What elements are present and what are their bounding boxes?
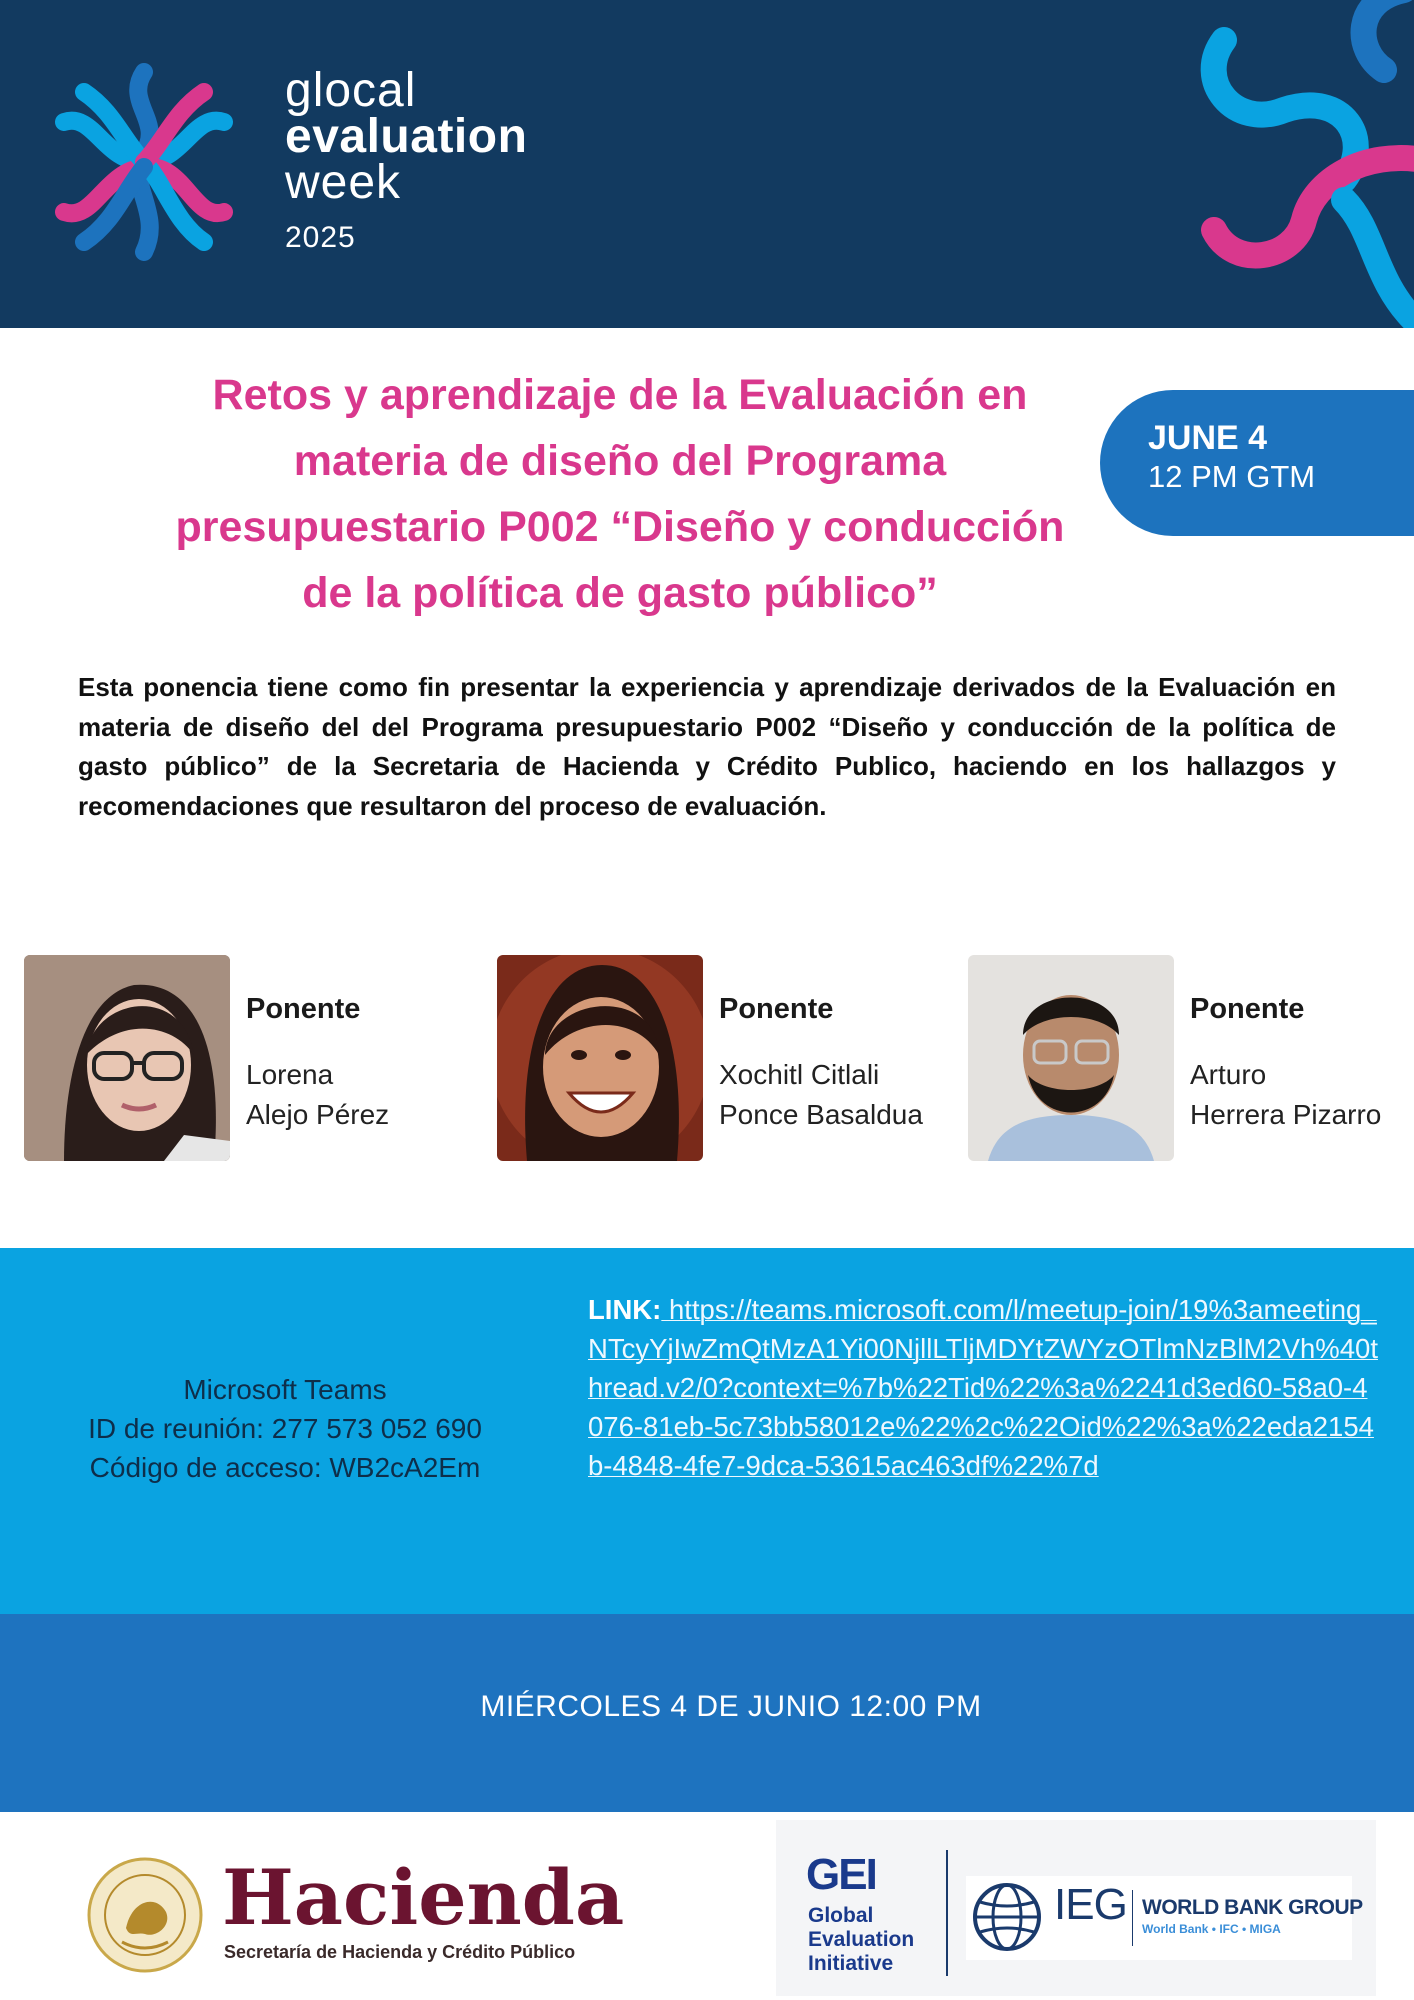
footer-logos	[0, 1812, 1414, 2000]
date-pill-date: JUNE 4	[1148, 419, 1268, 457]
speaker-first-name: Arturo	[1190, 1059, 1267, 1090]
decorative-swirl-icon	[1174, 0, 1414, 328]
speaker-name	[1190, 1055, 1381, 1135]
header-banner	[0, 0, 1414, 328]
speaker-first-name: Lorena	[246, 1059, 334, 1090]
speaker-name	[246, 1055, 389, 1135]
speaker-photo-icon	[968, 955, 1174, 1161]
brand-line-week: week	[285, 156, 402, 209]
date-pill-time: 12 PM GTM	[1148, 459, 1316, 494]
speaker-name	[719, 1055, 923, 1135]
meeting-info-band	[0, 1248, 1414, 1614]
meeting-passcode: Código de acceso: WB2cA2Em	[89, 1452, 481, 1483]
speaker-role: Ponente	[719, 993, 834, 1025]
speaker-role: Ponente	[246, 993, 361, 1025]
meeting-link[interactable]: https://teams.microsoft.com/l/meetup-join/19%3ameeting_NTcyYjIwZmQtMzA1Yi00NjllLTljMDYtZWYzOTlmNzBlM2Vh%40thread.v2/0?context=%7b%22Tid%22%3a%2241d3ed60-58a0-4076-81eb-5c73bb58012e%22%2c%22Oid%22%3a%22eda2154b-4848-4fe7-9dca-53615ac463df%22%7d	[588, 1294, 1378, 1481]
title-line: presupuestario P002 “Diseño y conducción	[175, 503, 1065, 551]
title-line: materia de diseño del Programa	[293, 437, 947, 485]
brand-line-glocal: glocal	[285, 64, 417, 117]
speaker-photo-icon	[24, 955, 230, 1161]
partner-logos	[776, 1820, 1376, 1996]
date-pill	[1100, 390, 1414, 536]
title-line: Retos y aprendizaje de la Evaluación en	[212, 371, 1028, 419]
gei-line: Evaluation	[808, 1928, 915, 1951]
meeting-platform: Microsoft Teams	[183, 1374, 387, 1405]
brand-line-evaluation: evaluation	[285, 110, 528, 163]
gei-name	[808, 1904, 914, 1976]
world-bank-group-name: WORLD BANK GROUP	[1142, 1896, 1363, 1919]
meeting-link-block	[588, 1290, 1378, 1485]
talk-title	[60, 362, 1180, 626]
speaker-last-name: Herrera Pizarro	[1190, 1099, 1382, 1130]
date-band	[0, 1614, 1414, 1812]
speaker-role: Ponente	[1190, 993, 1305, 1025]
meeting-id: ID de reunión: 277 573 052 690	[88, 1413, 482, 1444]
partner-divider	[946, 1850, 948, 1976]
meeting-details	[50, 1370, 520, 1487]
glocal-logo-icon	[44, 52, 244, 274]
event-datetime: MIÉRCOLES 4 DE JUNIO 12:00 PM	[480, 1690, 982, 1723]
speaker-last-name: Alejo Pérez	[246, 1099, 390, 1130]
speaker-last-name: Ponce Basaldua	[719, 1099, 923, 1130]
wbg-divider	[1132, 1890, 1133, 1946]
hacienda-logo: Hacienda	[222, 1853, 625, 1942]
title-line: de la política de gasto público”	[302, 569, 938, 617]
speaker-first-name: Xochitl Citlali	[719, 1059, 880, 1090]
ieg-wbg-logo	[966, 1876, 1363, 1960]
mexico-seal-icon	[86, 1856, 204, 1974]
ieg-logo: IEG	[1054, 1880, 1127, 1929]
talk-description: Esta ponencia tiene como fin presentar la experiencia y aprendizaje derivados de la Evaluación en materia de diseño del del Programa presupuestario P002 “Diseño y conducción de la política de gasto público” de la Secretaria de Hacienda y Crédito Publico, haciendo en los hallazgos y recomendaciones que resultaron del proceso de evaluación.	[78, 672, 1336, 821]
gei-logo: GEI	[806, 1850, 876, 1899]
speaker-photo-icon	[497, 955, 703, 1161]
brand-year: 2025	[285, 221, 356, 254]
hacienda-subtitle: Secretaría de Hacienda y Crédito Público	[224, 1942, 576, 1962]
world-bank-globe-icon	[972, 1882, 1042, 1952]
gei-line: Global	[808, 1904, 874, 1927]
brand-wordmark	[285, 64, 528, 258]
gei-line: Initiative	[808, 1952, 894, 1975]
meeting-link-label: LINK:	[588, 1294, 662, 1325]
world-bank-group-members: World Bank • IFC • MIGA	[1142, 1922, 1281, 1936]
